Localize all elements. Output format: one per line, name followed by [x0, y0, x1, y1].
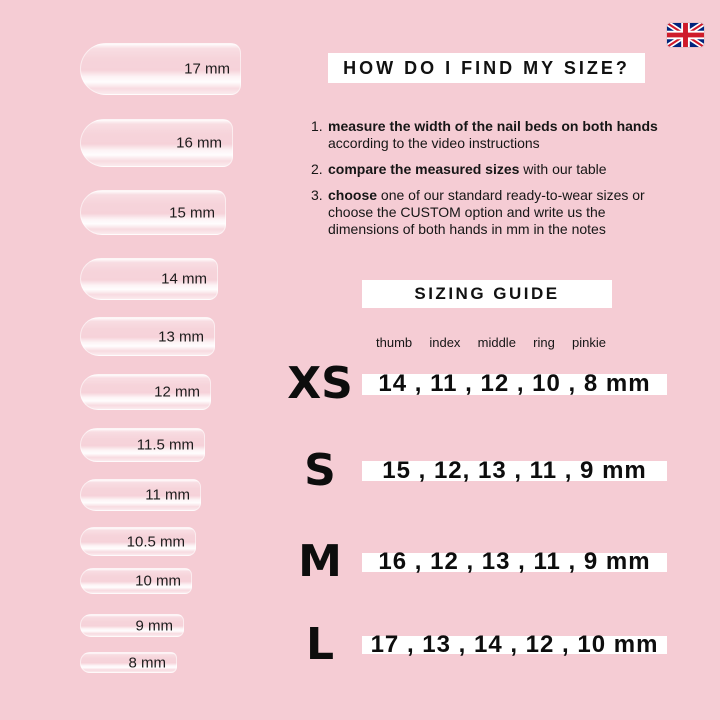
- nail-size-label: 17 mm: [184, 60, 230, 78]
- how-to-title-box: [328, 53, 645, 83]
- instruction-step-2: [311, 161, 673, 178]
- nail-size-label: 8 mm: [128, 654, 166, 671]
- step-bold-text: compare the measured sizes: [328, 161, 520, 177]
- instruction-step-3: [311, 187, 673, 238]
- step-bold-text: choose: [328, 187, 378, 203]
- step-text: [328, 187, 668, 238]
- size-values-bar: [362, 631, 667, 658]
- nail-size-label: 13 mm: [158, 328, 204, 345]
- nail-size-label: 10 mm: [135, 572, 181, 590]
- step-text: [328, 161, 668, 178]
- size-row-s: [280, 447, 667, 495]
- nail-tip-11point5mm: [80, 428, 205, 462]
- nail-size-label: 15 mm: [169, 204, 215, 221]
- finger-label-pinkie: pinkie: [572, 334, 606, 350]
- nail-tip-16mm: [80, 119, 233, 167]
- nail-tip-9mm: [80, 614, 184, 637]
- size-values-l: 17 , 13 , 14 , 12 , 10 mm: [370, 631, 659, 658]
- instruction-step-1: [311, 118, 673, 152]
- sizing-guide-title-box: [362, 280, 612, 308]
- nail-tip-13mm: [80, 317, 215, 356]
- size-row-xs: [280, 360, 667, 408]
- size-row-l: [280, 621, 667, 669]
- step-bold-text: measure the width of the nail beds on both hands: [328, 118, 658, 134]
- step-number: 2.: [311, 161, 323, 177]
- how-to-title: HOW DO I FIND MY SIZE?: [343, 57, 630, 78]
- nail-size-label: 11.5 mm: [136, 436, 194, 454]
- step-number: 1.: [311, 118, 323, 134]
- nail-tip-15mm: [80, 190, 226, 235]
- finger-label-index: index: [429, 334, 461, 350]
- step-number: 3.: [311, 187, 323, 203]
- size-values-xs: 14 , 11 , 12 , 10 , 8 mm: [378, 370, 651, 397]
- nail-tip-10mm: [80, 568, 192, 594]
- nail-tip-8mm: [80, 652, 177, 673]
- size-label-m: M: [298, 536, 342, 587]
- sizing-guide-title: SIZING GUIDE: [414, 284, 560, 303]
- finger-label-ring: ring: [533, 334, 555, 350]
- size-values-s: 15 , 12, 13 , 11 , 9 mm: [382, 457, 647, 484]
- size-values-m: 16 , 12 , 13 , 11 , 9 mm: [378, 548, 651, 575]
- size-label-xs: XS: [287, 358, 353, 409]
- size-values-bar: [362, 370, 667, 397]
- step-rest-text: one of our standard ready-to-wear sizes or choose the CUSTOM option and write us the dimensions of both hands in mm in the notes: [328, 187, 645, 237]
- nail-size-label: 11 mm: [145, 486, 190, 504]
- instructions-list: [311, 118, 673, 238]
- nail-tip-11mm: [80, 479, 201, 511]
- nail-size-label: 9 mm: [135, 617, 173, 634]
- step-rest-text: with our table: [519, 161, 607, 177]
- size-label-s: S: [304, 445, 336, 496]
- size-values-bar: [362, 457, 667, 484]
- size-label-l: L: [305, 619, 335, 670]
- finger-labels-row: [362, 334, 612, 350]
- uk-flag-svg: [667, 23, 704, 47]
- step-text: [328, 118, 668, 152]
- finger-label-thumb: thumb: [376, 334, 413, 350]
- nail-size-label: 10.5 mm: [126, 533, 185, 550]
- nail-size-label: 16 mm: [176, 134, 222, 152]
- nail-size-label: 14 mm: [161, 270, 207, 288]
- finger-label-middle: middle: [477, 334, 516, 350]
- size-values-bar: [362, 548, 667, 575]
- nail-tip-17mm: [80, 43, 241, 95]
- size-row-m: [280, 538, 667, 586]
- uk-flag-icon: [667, 23, 704, 47]
- nail-size-label: 12 mm: [154, 383, 200, 401]
- nail-tip-12mm: [80, 374, 211, 410]
- nail-tip-10point5mm: [80, 527, 196, 556]
- nail-tip-14mm: [80, 258, 218, 300]
- step-rest-text: according to the video instructions: [328, 135, 540, 151]
